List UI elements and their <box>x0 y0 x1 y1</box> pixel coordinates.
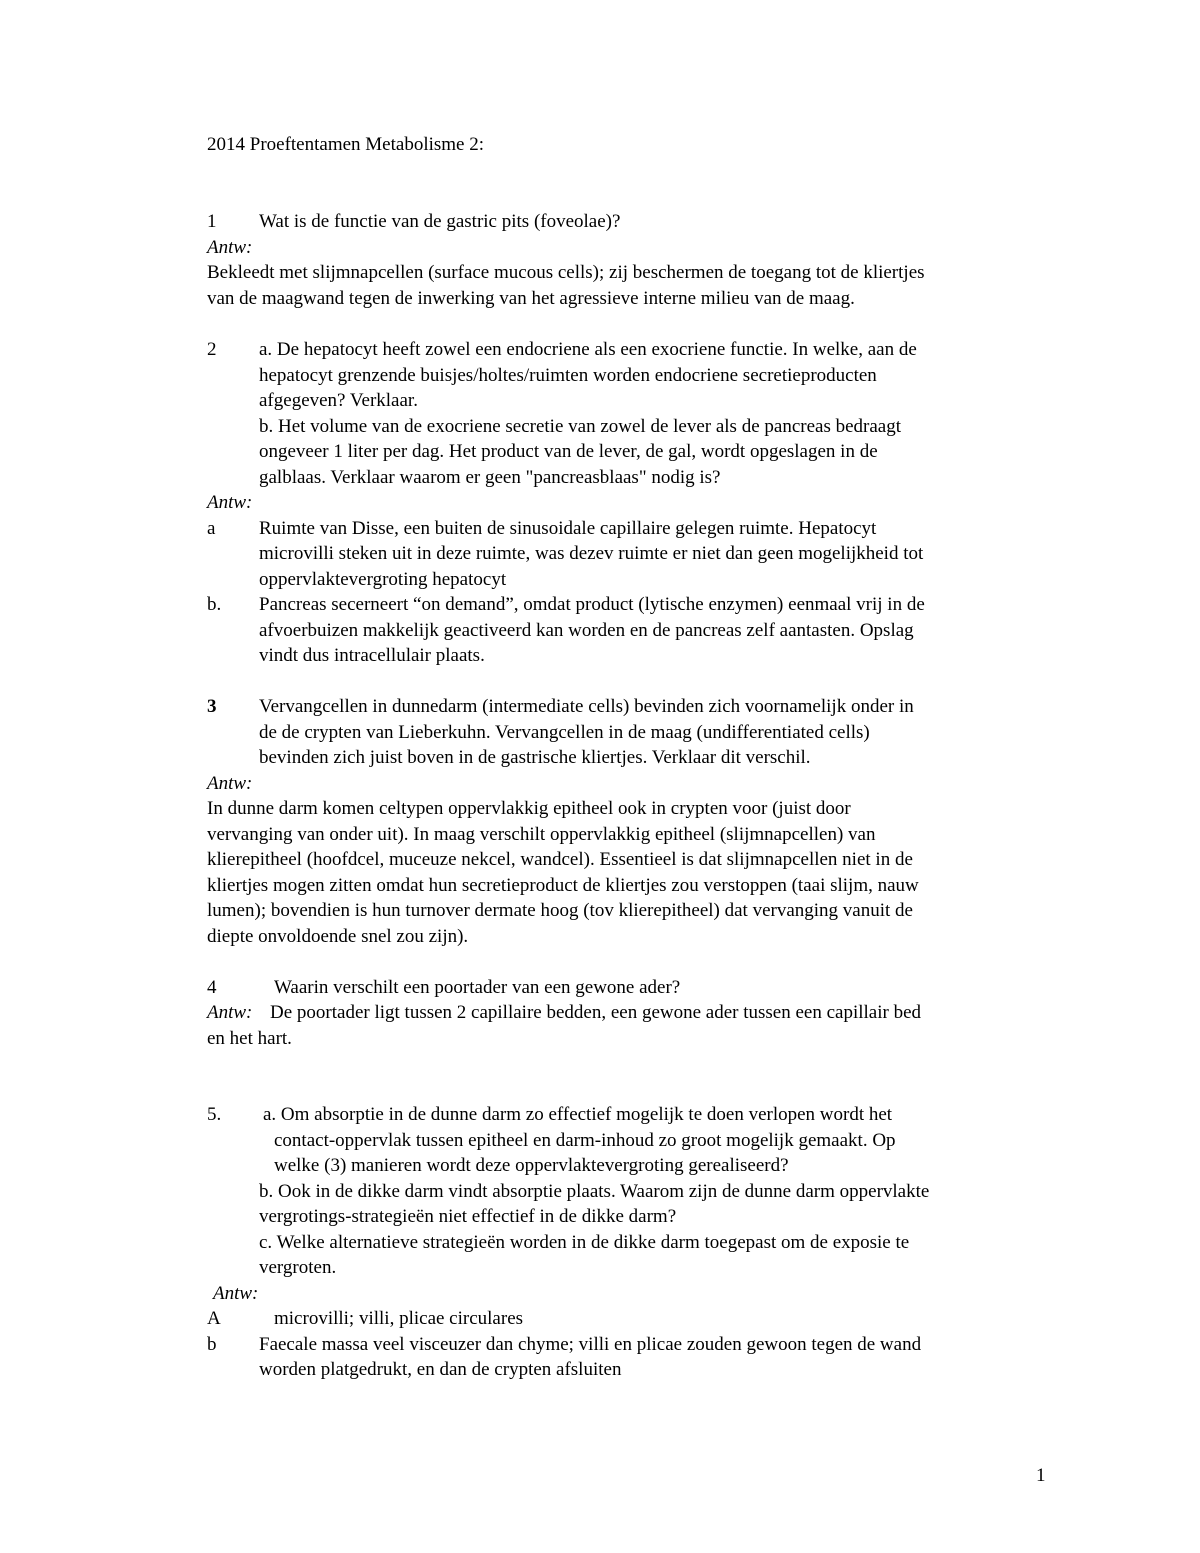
q2-question-line: galblaas. Verklaar waarom er geen "pancreasblaas" nodig is? <box>259 467 721 488</box>
q3-answer-label: Antw: <box>207 773 253 794</box>
q5-answer-label: Antw: <box>213 1283 259 1304</box>
q2-question-line: ongeveer 1 liter per dag. Het product van de lever, de gal, wordt opgeslagen in de <box>259 441 878 462</box>
q4-question: Waarin verschilt een poortader van een gewone ader? <box>274 977 681 998</box>
q1-answer-label: Antw: <box>207 237 253 258</box>
q4-number: 4 <box>207 977 217 998</box>
q3-question-line: bevinden zich juist boven in de gastrische kliertjes. Verklaar dit verschil. <box>259 747 811 768</box>
q2-question-line: afgegeven? Verklaar. <box>259 390 418 411</box>
q2-answer-b-line: afvoerbuizen makkelijk geactiveerd kan worden en de pancreas zelf aantasten. Opslag <box>259 620 914 641</box>
q5-question-line: welke (3) manieren wordt deze oppervlaktevergroting gerealiseerd? <box>274 1155 789 1176</box>
q3-question-line: de de crypten van Lieberkuhn. Vervangcellen in de maag (undifferentiated cells) <box>259 722 870 743</box>
q2-number: 2 <box>207 339 217 360</box>
q5-question-line: contact-oppervlak tussen epitheel en darm-inhoud zo groot mogelijk gemaakt. Op <box>274 1130 896 1151</box>
q2-question-line: a. De hepatocyt heeft zowel een endocriene als een exocriene functie. In welke, aan de <box>259 339 917 360</box>
q5-answer-b-label: b <box>207 1334 217 1355</box>
q2-question-line: hepatocyt grenzende buisjes/holtes/ruimten worden endocriene secretieproducten <box>259 365 877 386</box>
q3-answer-line: klierepitheel (hoofdcel, muceuze nekcel, wandcel). Essentieel is dat slijmnapcellen niet in de <box>207 849 913 870</box>
q2-answer-label: Antw: <box>207 492 253 513</box>
q5-question-line: b. Ook in de dikke darm vindt absorptie plaats. Waarom zijn de dunne darm oppervlakte <box>259 1181 930 1202</box>
q2-answer-a-line: oppervlaktevergroting hepatocyt <box>259 569 507 590</box>
q2-answer-a-line: microvilli steken uit in deze ruimte, was dezev ruimte er niet dan geen mogelijkheid tot <box>259 543 924 564</box>
q5-question-line: vergrotings-strategieën niet effectief in de dikke darm? <box>259 1206 677 1227</box>
q3-number: 3 <box>207 696 217 717</box>
q1-answer-line: Bekleedt met slijmnapcellen (surface mucous cells); zij beschermen de toegang tot de kliertjes <box>207 262 925 283</box>
q2-answer-b-line: Pancreas secerneert “on demand”, omdat product (lytische enzymen) eenmaal vrij in de <box>259 594 925 615</box>
page-number: 1 <box>1036 1465 1046 1486</box>
q5-answer-b-line: worden platgedrukt, en dan de crypten afsluiten <box>259 1359 622 1380</box>
page-title: 2014 Proeftentamen Metabolisme 2: <box>207 134 485 155</box>
q5-question-line: vergroten. <box>259 1257 337 1278</box>
q5-question-line: a. Om absorptie in de dunne darm zo effectief mogelijk te doen verlopen wordt het <box>263 1104 893 1125</box>
q3-answer-line: lumen); bovendien is hun turnover dermate hoog (tov klierepitheel) dat vervanging vanuit de <box>207 900 913 921</box>
q5-answer-a-label: A <box>207 1308 221 1329</box>
q5-number: 5. <box>207 1104 222 1125</box>
q4-answer-label: Antw: <box>207 1002 253 1023</box>
q3-answer-line: In dunne darm komen celtypen oppervlakkig epitheel ook in crypten voor (juist door <box>207 798 851 819</box>
q2-answer-a-line: Ruimte van Disse, een buiten de sinusoidale capillaire gelegen ruimte. Hepatocyt <box>259 518 877 539</box>
q3-answer-line: diepte onvoldoende snel zou zijn). <box>207 926 469 947</box>
q3-answer-line: vervanging van onder uit). In maag verschilt oppervlakkig epitheel (slijmnapcellen) van <box>207 824 876 845</box>
q2-answer-b-label: b. <box>207 594 222 615</box>
q2-answer-a-label: a <box>207 518 216 539</box>
q5-answer-a-line: microvilli; villi, plicae circulares <box>274 1308 524 1329</box>
q1-question: Wat is de functie van de gastric pits (foveolae)? <box>259 211 621 232</box>
q3-answer-line: kliertjes mogen zitten omdat hun secretieproduct de kliertjes zou verstoppen (taai slijm, nauw <box>207 875 919 896</box>
q5-answer-b-line: Faecale massa veel visceuzer dan chyme; villi en plicae zouden gewoon tegen de wand <box>259 1334 922 1355</box>
q3-question-line: Vervangcellen in dunnedarm (intermediate cells) bevinden zich voornamelijk onder in <box>259 696 914 717</box>
q4-answer-line: De poortader ligt tussen 2 capillaire bedden, een gewone ader tussen een capillair bed <box>270 1002 922 1023</box>
q2-answer-b-line: vindt dus intracellulair plaats. <box>259 645 485 666</box>
q5-question-line: c. Welke alternatieve strategieën worden in de dikke darm toegepast om de exposie te <box>259 1232 910 1253</box>
q1-answer-line: van de maagwand tegen de inwerking van het agressieve interne milieu van de maag. <box>207 288 855 309</box>
q1-number: 1 <box>207 211 217 232</box>
q4-answer-line: en het hart. <box>207 1028 292 1049</box>
q2-question-line: b. Het volume van de exocriene secretie van zowel de lever als de pancreas bedraagt <box>259 416 901 437</box>
